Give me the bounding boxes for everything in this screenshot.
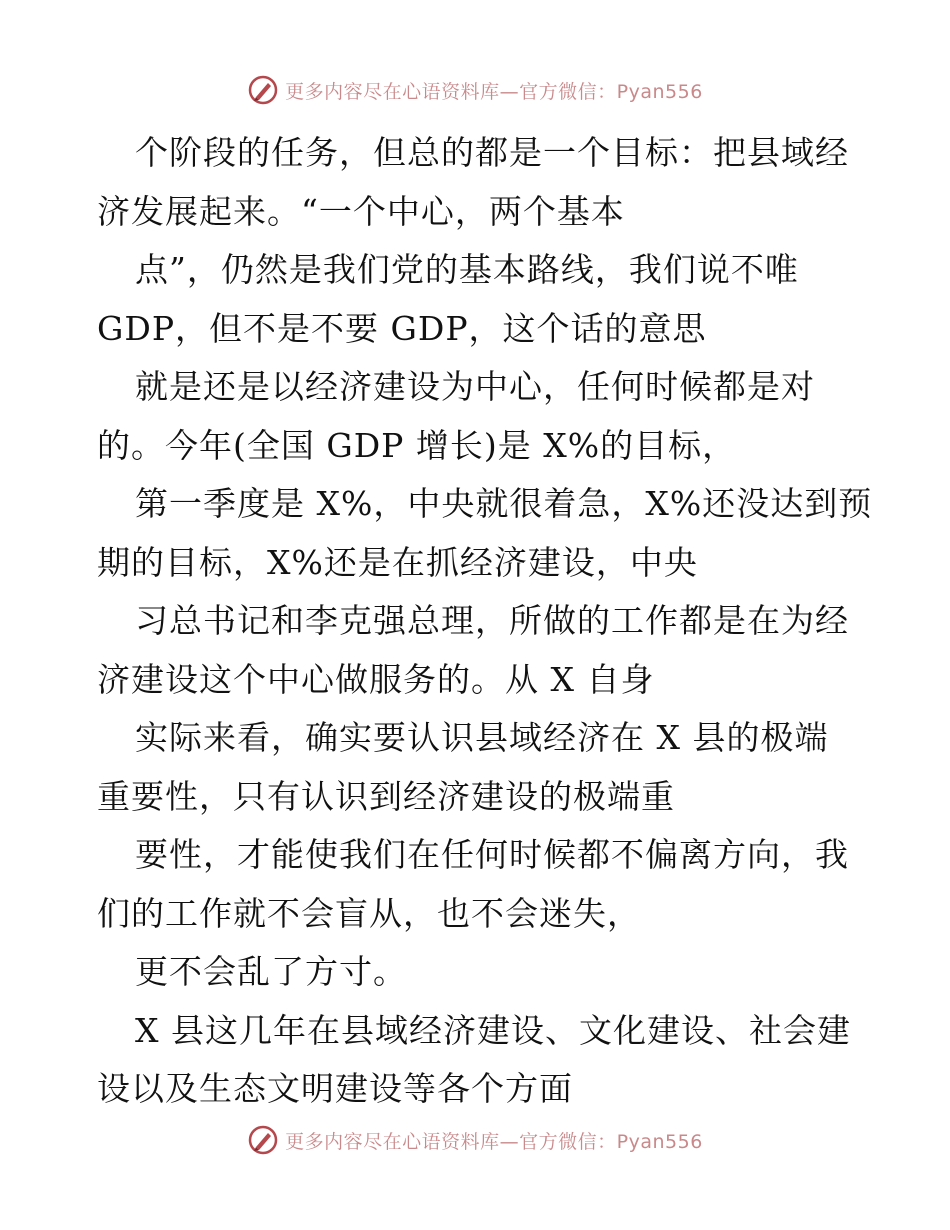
text-line: GDP，但不是不要 GDP，这个话的意思 <box>97 308 707 348</box>
text-line: 济建设这个中心做服务的。从 X 自身 <box>97 659 655 699</box>
text-line: 就是还是以经济建设为中心，任何时候都是对 <box>135 367 815 406</box>
header-watermark <box>0 70 950 110</box>
text-line: 要性，才能使我们在任何时候都不偏离方向，我 <box>135 835 849 874</box>
text-line: 习总书记和李克强总理，所做的工作都是在为经 <box>135 601 849 640</box>
text-line: 期的目标，X%还是在抓经济建设，中央 <box>97 542 698 582</box>
text-line: 实际来看，确实要认识县域经济在 X 县的极端 <box>135 718 829 757</box>
text-line: 个阶段的任务，但总的都是一个目标：把县域经 <box>135 133 849 172</box>
text-line: 的。今年(全国 GDP 增长)是 X%的目标， <box>97 425 737 465</box>
watermark-text: 更多内容尽在心语资料库—官方微信：Pyan556 <box>285 1130 703 1153</box>
text-line: 点”，仍然是我们党的基本路线，我们说不唯 <box>135 250 799 289</box>
text-line: X 县这几年在县域经济建设、文化建设、社会建 <box>135 1010 851 1050</box>
text-line: 设以及生态文明建设等各个方面 <box>97 1069 573 1108</box>
text-line: 第一季度是 X%，中央就很着急，X%还没达到预 <box>135 484 873 523</box>
text-line: 重要性，只有认识到经济建设的极端重 <box>97 776 675 816</box>
pen-logo-icon <box>247 74 279 106</box>
document-body <box>97 124 873 1119</box>
pen-logo-icon <box>247 1124 279 1156</box>
text-line: 更不会乱了方寸。 <box>135 952 407 991</box>
footer-watermark <box>0 1120 950 1160</box>
text-line: 们的工作就不会盲从，也不会迷失， <box>97 893 641 933</box>
text-line: 济发展起来。“一个中心，两个基本 <box>97 191 625 231</box>
watermark-text: 更多内容尽在心语资料库—官方微信：Pyan556 <box>285 80 703 103</box>
